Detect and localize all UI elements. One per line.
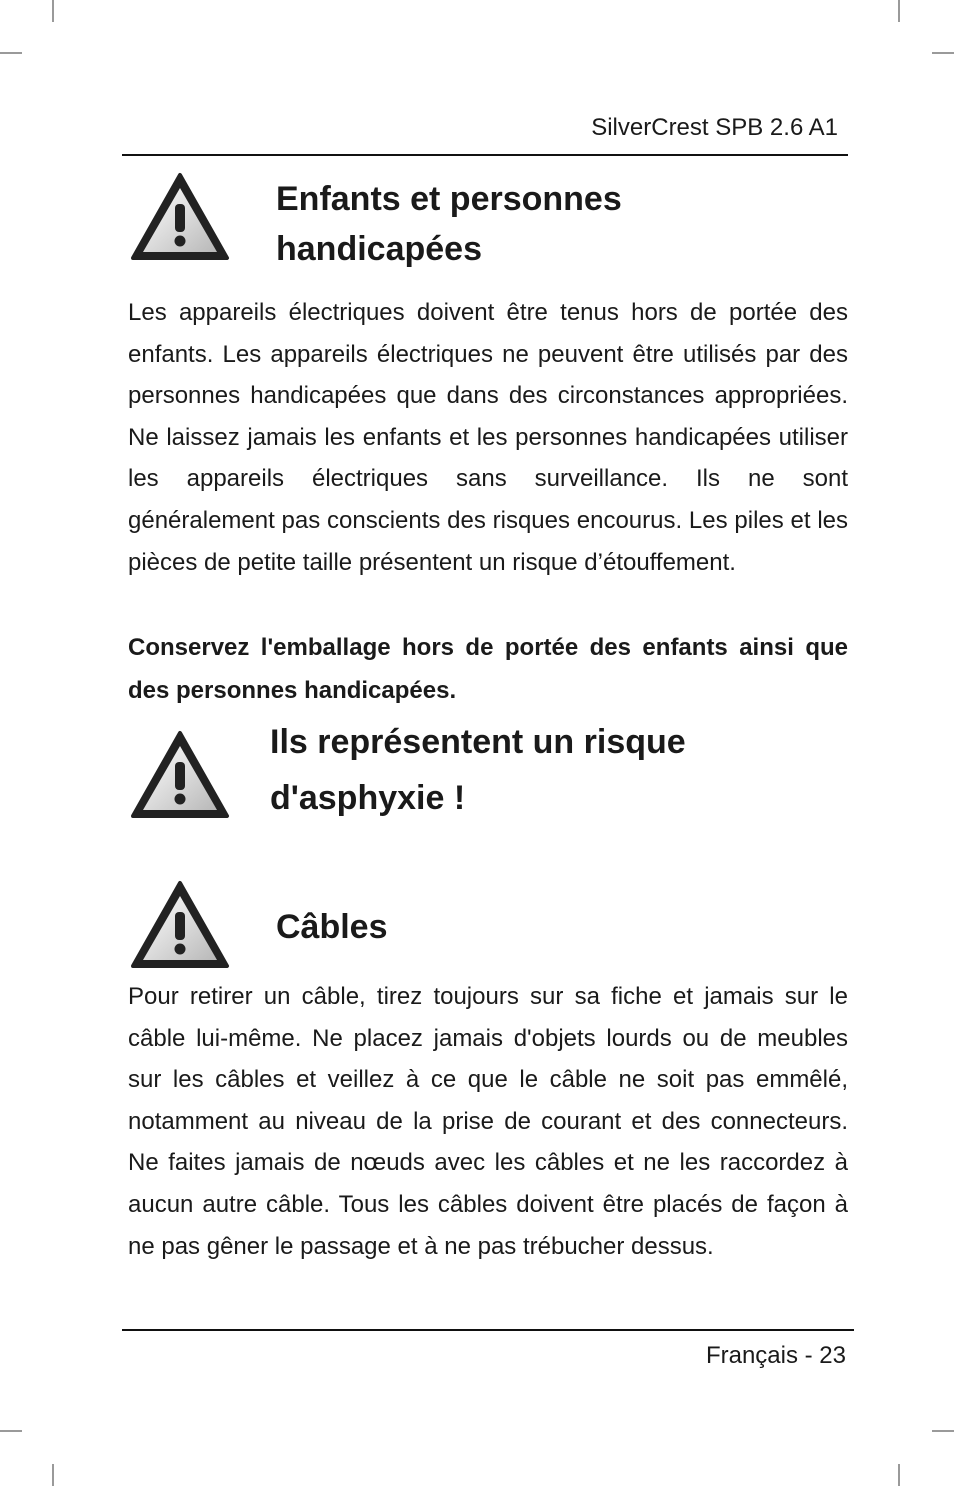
cables-paragraph: Pour retirer un câble, tirez toujours sur sa fiche et jamais sur le câble lui-même. Ne placez jamais d'objets lourds ou de meubles sur les câbles et veillez à ce que le câble ne soit pas emmêlé, notamment au niveau de la prise de courant et des connecteurs. Ne faites jamais de nœuds avec les câbles et ne les raccordez à aucun autre câble. Tous les câbles doivent être placés de façon à ne pas gêner le passage et à ne pas trébucher dessus.	[128, 983, 848, 1260]
packaging-warning-note: Conservez l'emballage hors de portée des enfants ainsi que des personnes handicapées.	[128, 634, 848, 704]
warning-triangle-icon	[130, 172, 230, 262]
heading-line: handicapées	[276, 230, 482, 268]
page-number-label: Français - 23	[705, 1342, 846, 1369]
header-product-name: SilverCrest SPB 2.6 A1	[591, 114, 838, 141]
children-paragraph: Les appareils électriques doivent être tenus hors de portée des enfants. Les appareils électriques ne peuvent être utilisés par des personnes handicapées que dans des circonstances appropriées. Ne laissez jamais les enfants et les personnes handicapées utiliser les appareils électriques sans surveillance. Ils ne sont généralement pas conscients des risques encourus. Les piles et les pièces de petite taille présentent un risque d’étouffement.	[128, 299, 848, 576]
crop-mark	[52, 0, 54, 22]
crop-mark	[932, 52, 954, 54]
crop-mark	[898, 0, 900, 22]
header-rule	[122, 154, 848, 156]
section-heading-children	[276, 174, 622, 274]
crop-mark	[898, 1464, 900, 1486]
warning-triangle-icon	[130, 880, 230, 970]
footer-rule	[122, 1329, 854, 1331]
heading-line: Enfants et personnes	[276, 180, 622, 218]
crop-mark	[0, 1430, 22, 1432]
crop-mark	[52, 1464, 54, 1486]
heading-line: Ils représentent un risque	[270, 723, 686, 761]
crop-mark	[0, 52, 22, 54]
section-heading-asphyxia	[270, 714, 686, 826]
crop-mark	[932, 1430, 954, 1432]
warning-triangle-icon	[130, 730, 230, 820]
section-heading-cables: Câbles	[276, 908, 388, 946]
heading-line: d'asphyxie !	[270, 779, 466, 817]
